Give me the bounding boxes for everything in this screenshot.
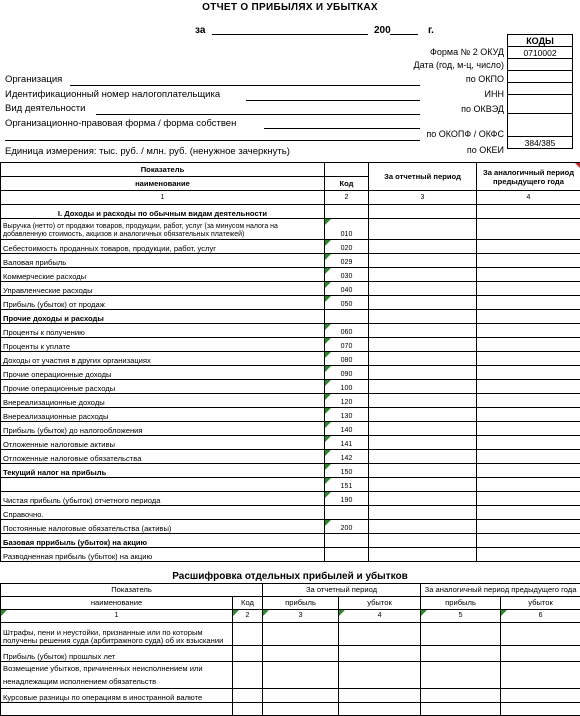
code-029: 029 <box>325 254 369 268</box>
sub-h-prev: За аналогичный период предыдущего года <box>421 584 580 597</box>
row-030: Коммерческие расходы <box>1 268 325 282</box>
year-prefix: 200 <box>374 25 391 36</box>
row-029: Валовая прибыль <box>1 254 325 268</box>
code-142: 142 <box>325 450 369 464</box>
row-base-eps: Базовая пррибыль (убыток) на акцию <box>1 534 325 548</box>
code-130: 130 <box>325 408 369 422</box>
unit-label: Единица измерения: тыс. руб. / млн. руб. (ненужное зачеркнуть) <box>5 146 290 157</box>
sub-h-loss-prev: убыток <box>501 597 580 610</box>
codes-title: КОДЫ <box>508 35 573 47</box>
col-num-1: 1 <box>1 191 325 205</box>
code-060: 060 <box>325 324 369 338</box>
row-010: Выручка (нетто) от продажи товаров, продукции, работ, услуг (за минусом налога на добавленную стоимость, акцизов и аналогичных обязательных платежей) <box>1 219 325 240</box>
code-090: 090 <box>325 366 369 380</box>
sub-row-fines: Штрафы, пени и неустойки, признанные или по которым получены решения суда (арбитражного суда) об их взыскании <box>1 623 233 646</box>
h-current: За отчетный период <box>369 163 477 191</box>
okei-label: по ОКЕИ <box>467 145 504 155</box>
period-prefix: за <box>195 25 205 36</box>
sub-h-profit-prev: прибыль <box>421 597 501 610</box>
code-141: 141 <box>325 436 369 450</box>
row-040: Управленческие расходы <box>1 282 325 296</box>
sub-num-6: 6 <box>501 610 580 623</box>
year-suffix: г. <box>428 25 434 36</box>
code-010: 010 <box>325 219 369 240</box>
sub-h-code: Код <box>233 597 263 610</box>
row-150: Текущий налог на прибыль <box>1 464 325 478</box>
row-141: Отложенные налоговые активы <box>1 436 325 450</box>
opf-field[interactable] <box>264 128 420 129</box>
code-190: 190 <box>325 492 369 506</box>
row-130: Внереализационные расходы <box>1 408 325 422</box>
org-label: Организация <box>5 74 62 85</box>
col-num-2: 2 <box>325 191 369 205</box>
row-090: Прочие операционные доходы <box>1 366 325 380</box>
breakdown-table <box>0 583 580 716</box>
okei-code[interactable]: 384/385 <box>508 137 573 149</box>
code-200: 200 <box>325 520 369 534</box>
row-080: Доходы от участия в других организациях <box>1 352 325 366</box>
sub-h-indicator: Показатель <box>1 584 263 597</box>
code-150: 150 <box>325 464 369 478</box>
sub-row-fx: Курсовые разницы по операциям в иностранной валюте <box>1 689 233 703</box>
code-040: 040 <box>325 282 369 296</box>
main-table <box>0 162 580 562</box>
row-151 <box>1 478 325 492</box>
inn-field[interactable] <box>246 100 420 101</box>
row-140: Прибыль (убыток) до налогообложения <box>1 422 325 436</box>
form-label: Форма № 2 ОКУД <box>430 47 504 57</box>
code-050: 050 <box>325 296 369 310</box>
row-060: Проценты к получению <box>1 324 325 338</box>
row-100: Прочие операционные расходы <box>1 380 325 394</box>
code-070: 070 <box>325 338 369 352</box>
activity-field[interactable] <box>96 114 420 115</box>
okpo-code[interactable] <box>508 71 573 83</box>
h-prev: За аналогичный период предыдущего года <box>477 163 580 191</box>
row-020: Себестоимость проданных товаров, продукции, работ, услуг <box>1 240 325 254</box>
row-070: Проценты к уплате <box>1 338 325 352</box>
h-name: наименование <box>1 177 325 191</box>
okved-label: по ОКВЭД <box>461 104 504 114</box>
opf-label: Организационно-правовая форма / форма собствен <box>5 118 236 129</box>
code-030: 030 <box>325 268 369 282</box>
row-diluted-eps: Разводненная прибыль (убыток) на акцию <box>1 548 325 562</box>
cell-010-prev[interactable] <box>477 219 580 240</box>
row-050: Прибыль (убыток) от продаж <box>1 296 325 310</box>
h-indicator: Показатель <box>1 163 325 177</box>
report-title: ОТЧЕТ О ПРИБЫЛЯХ И УБЫТКАХ <box>0 2 580 13</box>
okved-code[interactable] <box>508 95 573 114</box>
date-label: Дата (год, м-ц, число) <box>414 60 504 70</box>
inn-short-label: ИНН <box>485 89 504 99</box>
row-200: Постоянные налоговые обязательства (активы) <box>1 520 325 534</box>
code-151: 151 <box>325 478 369 492</box>
sub-row-prior-years: Прибыль (убыток) прошлых лет <box>1 646 233 662</box>
sub-num-4: 4 <box>339 610 421 623</box>
year-field[interactable] <box>390 34 418 35</box>
period-field[interactable] <box>212 34 368 35</box>
code-120: 120 <box>325 394 369 408</box>
codes-box <box>507 34 573 149</box>
okpo-label: по ОКПО <box>466 74 504 84</box>
date-code[interactable] <box>508 59 573 71</box>
okopf-code[interactable] <box>508 114 573 137</box>
col-num-4: 4 <box>477 191 580 205</box>
col-num-3: 3 <box>369 191 477 205</box>
okopf-label: по ОКОПФ / ОКФС <box>426 129 504 139</box>
okud-code[interactable]: 0710002 <box>508 47 573 59</box>
inn-code[interactable] <box>508 83 573 95</box>
org-field[interactable] <box>70 85 420 86</box>
cell-010-cur[interactable] <box>369 219 477 240</box>
sub-num-2: 2 <box>233 610 263 623</box>
sub-num-3: 3 <box>263 610 339 623</box>
sub-num-5: 5 <box>421 610 501 623</box>
code-080: 080 <box>325 352 369 366</box>
row-142: Отложенные налоговые обязательства <box>1 450 325 464</box>
sub-row-damages: Возмещение убытков, причиненных неисполнением или ненадлежащим исполнением обязательств <box>1 662 233 689</box>
code-140: 140 <box>325 422 369 436</box>
breakdown-title: Расшифровка отдельных прибылей и убытков <box>0 571 580 582</box>
row-reference: Справочно. <box>1 506 325 520</box>
h-code: Код <box>325 177 369 191</box>
section-other: Прочие доходы и расходы <box>1 310 325 324</box>
sub-h-current: За отчетный период <box>263 584 421 597</box>
opf-field-2[interactable] <box>5 140 420 141</box>
code-100: 100 <box>325 380 369 394</box>
sub-h-name: наименование <box>1 597 233 610</box>
row-190: Чистая прибыль (убыток) отчетного периода <box>1 492 325 506</box>
activity-label: Вид деятельности <box>5 103 85 114</box>
code-020: 020 <box>325 240 369 254</box>
section-ordinary: I. Доходы и расходы по обычным видам деятельности <box>1 205 325 219</box>
row-120: Внереализационные доходы <box>1 394 325 408</box>
sub-h-profit-cur: прибыль <box>263 597 339 610</box>
sub-num-1: 1 <box>1 610 233 623</box>
sub-h-loss-cur: убыток <box>339 597 421 610</box>
inn-label: Идентификационный номер налогоплательщика <box>5 89 220 100</box>
